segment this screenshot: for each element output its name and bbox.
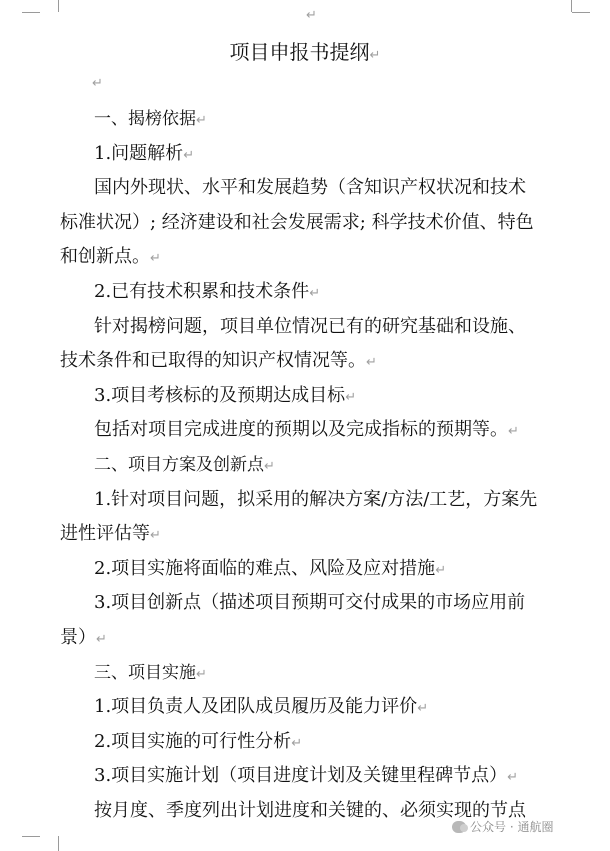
document-line <box>94 557 594 583</box>
document-line <box>60 245 560 271</box>
paragraph-mark: ↵ <box>366 355 377 370</box>
document-line <box>94 764 594 790</box>
document-line <box>60 211 560 235</box>
document-line <box>94 453 594 479</box>
paragraph-mark: ↵ <box>150 528 161 543</box>
line-text: 1.问题解析 <box>94 143 184 164</box>
document-line <box>94 591 594 615</box>
crop-mark-bottom-left-h <box>22 836 40 837</box>
crop-mark-top-right <box>571 0 590 12</box>
paragraph-mark: ↵ <box>309 286 321 301</box>
document-line <box>60 349 560 375</box>
document-line <box>94 488 594 512</box>
line-text: 包括对项目完成进度的预期以及完成指标的预期等。 <box>94 419 508 440</box>
paragraph-mark: ↵ <box>150 251 161 266</box>
document-title[interactable] <box>0 36 610 65</box>
line-text: 3.项目创新点（描述项目预期可交付成果的市场应用前 <box>94 592 526 613</box>
document-line <box>94 107 594 133</box>
line-text: 2.已有技术积累和技术条件 <box>94 281 310 302</box>
crop-mark-top-left-h <box>22 12 40 13</box>
crop-mark-top-left <box>40 0 59 12</box>
line-text: 3.项目实施计划（项目进度计划及关键里程碑节点） <box>94 765 508 786</box>
document-line <box>94 384 594 410</box>
line-text: 按月度、季度列出计划进度和关键的、必须实现的节点 <box>94 800 526 821</box>
line-text: 国内外现状、水平和发展趋势（含知识产权状况和技术 <box>94 177 526 198</box>
wechat-icon <box>452 821 466 833</box>
title-text: 项目申报书提纲 <box>229 40 370 64</box>
line-text: 景） <box>60 627 96 648</box>
line-text: 进性评估等 <box>60 523 150 544</box>
document-line <box>60 522 560 548</box>
paragraph-mark: ↵ <box>507 770 519 785</box>
paragraph-mark: ↵ <box>345 390 357 405</box>
document-line <box>94 730 594 756</box>
document-line <box>94 661 594 687</box>
line-text: 三、项目实施 <box>94 663 196 683</box>
paragraph-mark: ↵ <box>196 113 207 128</box>
watermark <box>452 818 553 835</box>
paragraph-mark: ↵ <box>435 563 447 578</box>
paragraph-mark: ↵ <box>264 459 275 474</box>
watermark-text: 公众号 · 通航圈 <box>470 820 554 834</box>
line-text: 一、揭榜依据 <box>94 109 196 129</box>
paragraph-mark: ↵ <box>291 736 303 751</box>
paragraph-mark: ↵ <box>417 701 429 716</box>
paragraph-mark: ↵ <box>508 424 519 439</box>
document-line <box>94 280 594 306</box>
paragraph-mark: ↵ <box>196 667 207 682</box>
line-text: 和创新点。 <box>60 246 150 267</box>
line-text: 2.项目实施的可行性分析 <box>94 731 292 752</box>
empty-paragraph-mark: ↵ <box>92 76 103 91</box>
document-line <box>94 695 594 721</box>
paragraph-mark: ↵ <box>369 48 381 63</box>
crop-mark-bottom-left <box>40 836 59 851</box>
paragraph-mark: ↵ <box>183 148 195 163</box>
line-text: 3.项目考核标的及预期达成目标 <box>94 385 346 406</box>
top-paragraph-mark: ↵ <box>306 8 317 23</box>
line-text: 1.针对项目问题，拟采用的解决方案/方法/工艺，方案先 <box>94 489 538 510</box>
crop-mark-top-right-h <box>572 12 590 13</box>
document-line <box>94 176 594 200</box>
line-text: 技术条件和已取得的知识产权情况等。 <box>60 350 366 371</box>
document-line <box>94 315 594 339</box>
line-text: 2.项目实施将面临的难点、风险及应对措施 <box>94 558 436 579</box>
document-line <box>60 626 560 652</box>
line-text: 1.项目负责人及团队成员履历及能力评价 <box>94 696 418 717</box>
paragraph-mark: ↵ <box>96 632 107 647</box>
line-text: 二、项目方案及创新点 <box>94 455 264 475</box>
document-line <box>94 142 594 168</box>
line-text: 标准状况）; 经济建设和社会发展需求; 科学技术价值、特色 <box>60 212 534 233</box>
line-text: 针对揭榜问题，项目单位情况已有的研究基础和设施、 <box>94 316 526 337</box>
document-line <box>94 418 594 444</box>
